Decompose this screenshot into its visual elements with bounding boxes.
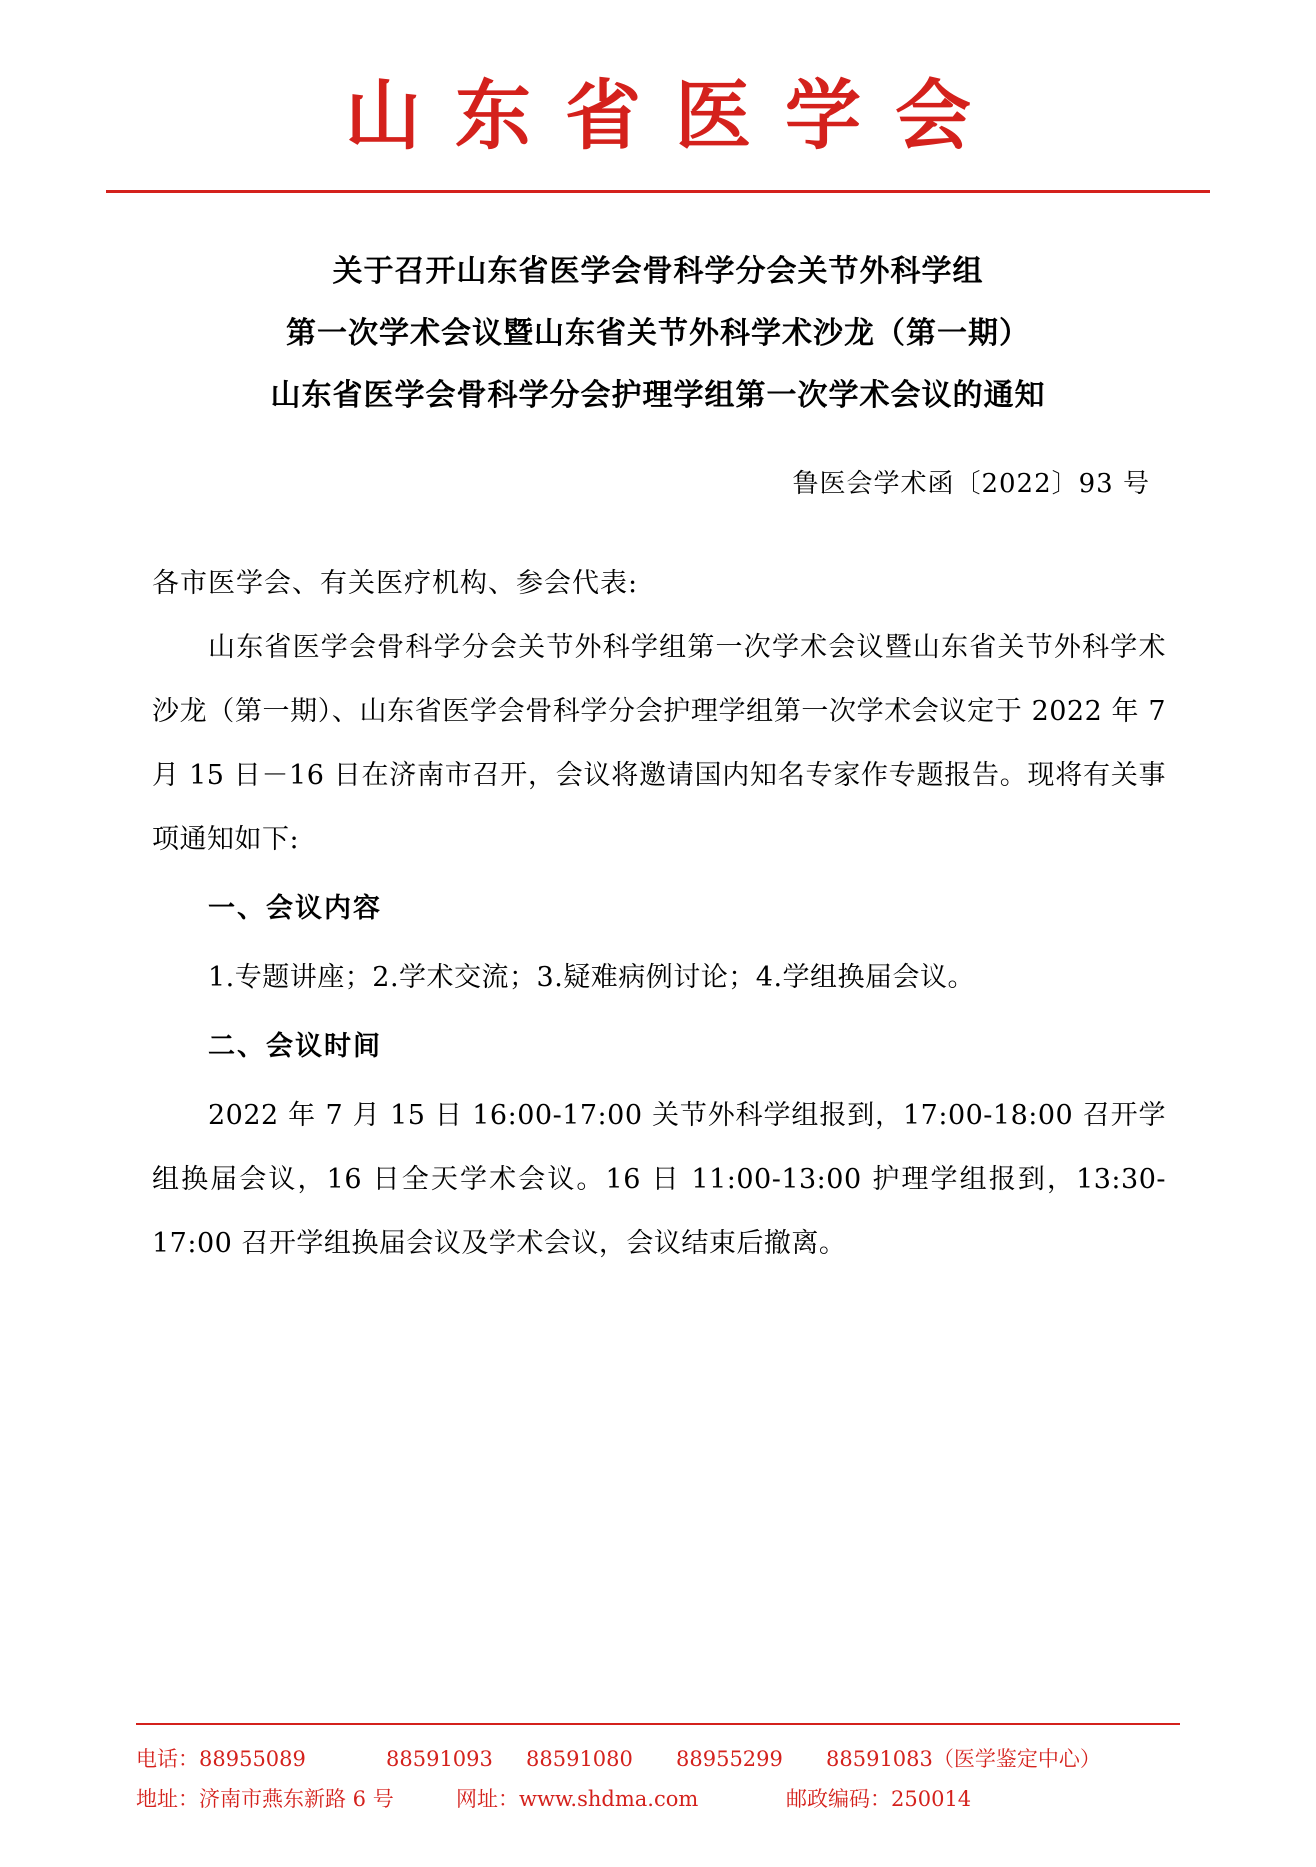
footer-phone-1: 88955089 <box>199 1747 306 1771</box>
footer-phone-2: 88591093 <box>386 1747 493 1771</box>
title-line-3: 山东省医学会骨科学分会护理学组第一次学术会议的通知 <box>270 378 1046 413</box>
section-heading-2: 二、会议时间 <box>208 1031 382 1062</box>
footer-postcode-value: 250014 <box>891 1787 972 1811</box>
section-heading-1: 一、会议内容 <box>208 893 382 924</box>
footer-phone-first <box>136 1739 386 1779</box>
footer-phone-5: 88591083（医学鉴定中心） <box>826 1747 1101 1771</box>
title-line-1: 关于召开山东省医学会骨科学分会关节外科学组 <box>332 254 984 289</box>
footer-address-label: 地址： <box>136 1787 199 1811</box>
salutation: 各市医学会、有关医疗机构、参会代表: <box>152 568 639 599</box>
footer-address-value: 济南市燕东新路 6 号 <box>199 1787 394 1811</box>
section-content-2: 2022 年 7 月 15 日 16:00-17:00 关节外科学组报到，17:00-18:00 召开学组换届会议，16 日全天学术会议。16 日 11:00-13:00 护理学组报到，13:30-17:00 召开学组换届会议及学术会议，会议结束后撤离。 <box>152 1100 1166 1259</box>
intro-paragraph: 山东省医学会骨科学分会关节外科学组第一次学术会议暨山东省关节外科学术沙龙（第一期）、山东省医学会骨科学分会护理学组第一次学术会议定于 2022 年 7 月 15 日－16 日在济南市召开，会议将邀请国内知名专家作专题报告。现将有关事项通知如下: <box>152 632 1166 855</box>
organization-title: 山东省医学会 <box>345 71 1005 160</box>
footer-phone-3: 88591080 <box>526 1747 633 1771</box>
document-number: 鲁医会学术函〔2022〕93 号 <box>792 469 1150 499</box>
footer-postcode <box>786 1779 1180 1819</box>
footer-website[interactable] <box>456 1779 786 1819</box>
footer <box>0 1723 1316 1819</box>
title-line-2: 第一次学术会议暨山东省关节外科学术沙龙（第一期） <box>286 316 1030 351</box>
footer-phone-row <box>0 1739 1316 1779</box>
section-content-1: 1.专题讲座；2.学术交流；3.疑难病例讨论；4.学组换届会议。 <box>208 962 976 993</box>
footer-address <box>136 1779 456 1819</box>
document-body <box>0 552 1316 1276</box>
footer-postcode-label: 邮政编码： <box>786 1787 891 1811</box>
footer-website-value[interactable]: www.shdma.com <box>519 1787 699 1811</box>
footer-divider <box>136 1723 1180 1725</box>
letterhead <box>0 0 1316 193</box>
footer-website-label: 网址： <box>456 1787 519 1811</box>
footer-phone-4: 88955299 <box>676 1747 783 1771</box>
document-title <box>0 241 1316 427</box>
footer-address-row <box>0 1779 1316 1819</box>
letterhead-divider <box>106 190 1210 193</box>
footer-phone-label: 电话： <box>136 1747 199 1771</box>
